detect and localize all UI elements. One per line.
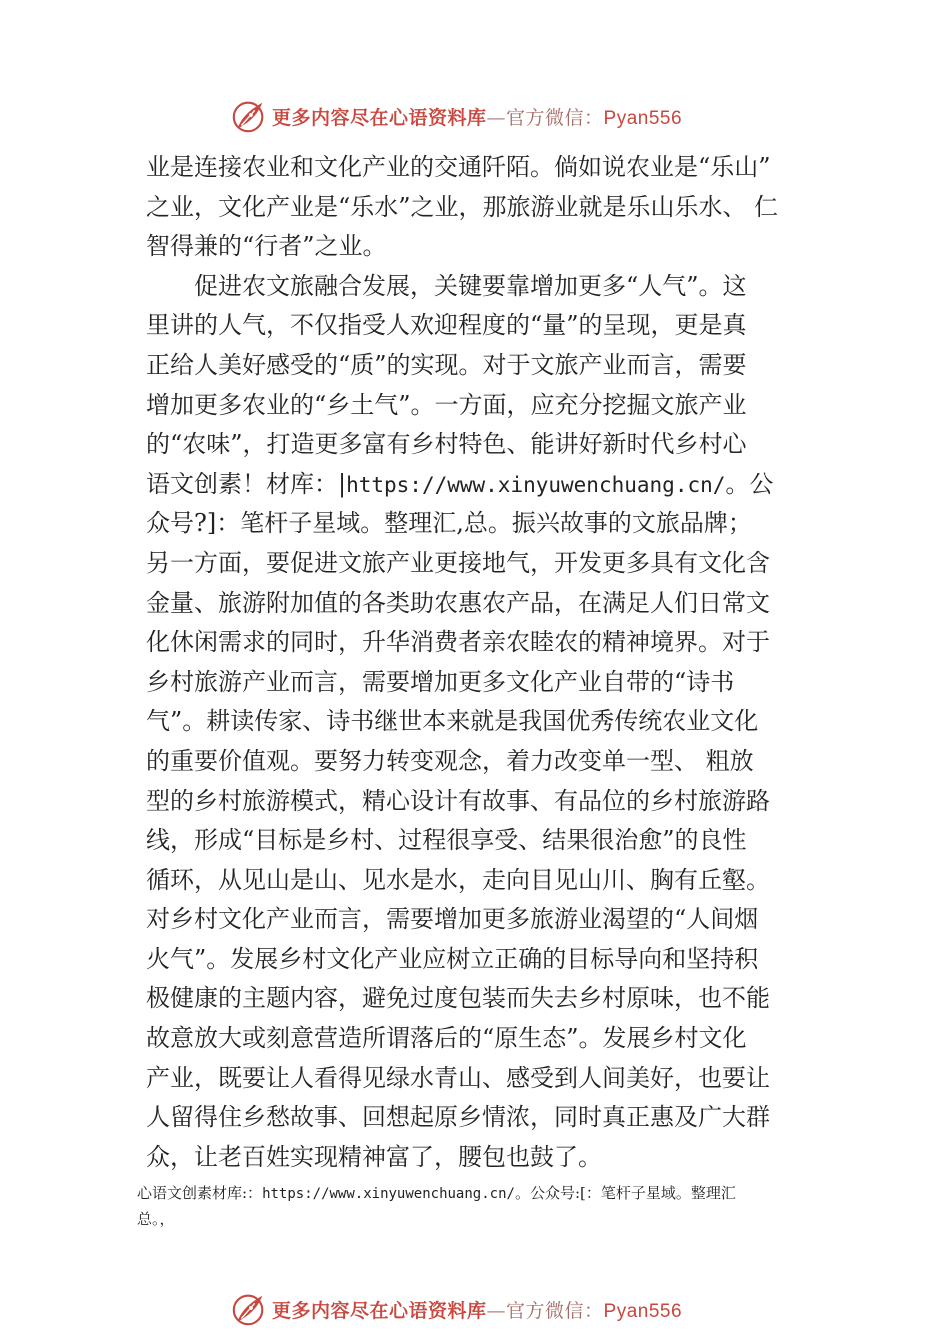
- text-line: 金量、旅游附加值的各类助农惠农产品，在满足人们日常文: [146, 588, 770, 617]
- text-line: 气”。耕读传家、诗书继世本来就是我国优秀传统农业文化: [146, 707, 759, 736]
- text-line: 的“农味”，打造更多富有乡村特色、能讲好新时代乡村心: [146, 430, 747, 459]
- text-line: 另一方面，要促进文旅产业更接地气，开发更多具有文化含: [146, 548, 770, 577]
- text-line: 化休闲需求的同时，升华消费者亲农睦农的精神境界。对于: [146, 628, 770, 657]
- banner-wechat-label: 官方微信：: [506, 106, 604, 129]
- text-line: 业是连接农业和文化产业的交通阡陌。倘如说农业是“乐山”: [146, 153, 771, 181]
- text-line: 正给人美好感受的“质”的实现。对于文旅产业而言，需要: [146, 350, 747, 379]
- text-line: 产业，既要让人看得见绿水青山、感受到人间美好，也要让: [146, 1063, 770, 1092]
- banner-wechat-id: Pyan556: [603, 107, 683, 129]
- pen-nib-logo-icon: [230, 97, 268, 135]
- header-banner: [230, 96, 750, 136]
- text-line: 之业，文化产业是“乐水”之业，那旅游业就是乐山乐水、 仁: [146, 192, 779, 221]
- pen-nib-logo-icon: [230, 1290, 268, 1328]
- text-line: 乡村旅游产业而言，需要增加更多文化产业自带的“诗书: [146, 667, 735, 696]
- mixed-prefix: 语文创素！材库：: [146, 469, 338, 498]
- banner-dash: —: [486, 106, 507, 129]
- mixed-bar: |: [338, 469, 347, 498]
- banner-wechat-label: 官方微信：: [506, 1299, 604, 1322]
- banner-wechat-id: Pyan556: [603, 1300, 683, 1322]
- text-line-with-url: [146, 465, 826, 505]
- banner-dash: —: [486, 1299, 507, 1322]
- text-line: 的重要价值观。要努力转变观念，着力改变单一型、 粗放: [146, 746, 754, 775]
- source-note-prefix: 心语文创素材库:：: [137, 1184, 263, 1202]
- source-note-suffix: 。公众号:[：笔杆子星域。整理汇: [514, 1184, 736, 1202]
- source-note: [137, 1180, 827, 1232]
- banner-text: [272, 1296, 682, 1323]
- text-line: 众号?]：笔杆子星域。整理汇,总。振兴故事的文旅品牌；: [146, 509, 752, 538]
- banner-text: [272, 103, 682, 130]
- text-line: 火气”。发展乡村文化产业应树立正确的目标导向和坚持积: [146, 944, 759, 973]
- text-line: 里讲的人气，不仅指受人欢迎程度的“量”的呈现，更是真: [146, 311, 747, 340]
- banner-main-text: 更多内容尽在心语资料库: [272, 1299, 487, 1322]
- source-note-line: 总。，: [137, 1210, 175, 1228]
- text-line: 人留得住乡愁故事、回想起原乡情浓，同时真正惠及广大群: [146, 1103, 770, 1132]
- mixed-suffix: 。公: [725, 469, 774, 498]
- article-body: [146, 148, 826, 1177]
- text-line: 促进农文旅融合发展，关键要靠增加更多“人气”。这: [194, 271, 747, 300]
- text-line: 极健康的主题内容，避免过度包装而失去乡村原味，也不能: [146, 984, 770, 1013]
- source-note-line: [137, 1180, 827, 1206]
- banner-main-text: 更多内容尽在心语资料库: [272, 106, 487, 129]
- source-note-link[interactable]: https://www.xinyuwenchuang.cn/: [262, 1186, 515, 1202]
- text-line: 对乡村文化产业而言，需要增加更多旅游业渴望的“人间烟: [146, 905, 759, 934]
- text-line: 型的乡村旅游模式，精心设计有故事、有品位的乡村旅游路: [146, 786, 770, 815]
- text-line: 循环，从见山是山、见水是水，走向目见山川、胸有丘壑。: [146, 865, 770, 894]
- text-line: 故意放大或刻意营造所谓落后的“原生态”。发展乡村文化: [146, 1024, 747, 1053]
- text-line: 智得兼的“行者”之业。: [146, 232, 387, 261]
- footer-banner: [230, 1289, 750, 1329]
- website-link[interactable]: https://www.xinyuwenchuang.cn/: [346, 472, 726, 497]
- text-line: 增加更多农业的“乡土气”。一方面，应充分挖掘文旅产业: [146, 390, 747, 419]
- text-line: 众，让老百姓实现精神富了，腰包也鼓了。: [146, 1142, 602, 1171]
- text-line: 线，形成“目标是乡村、过程很享受、结果很治愈”的良性: [146, 826, 747, 855]
